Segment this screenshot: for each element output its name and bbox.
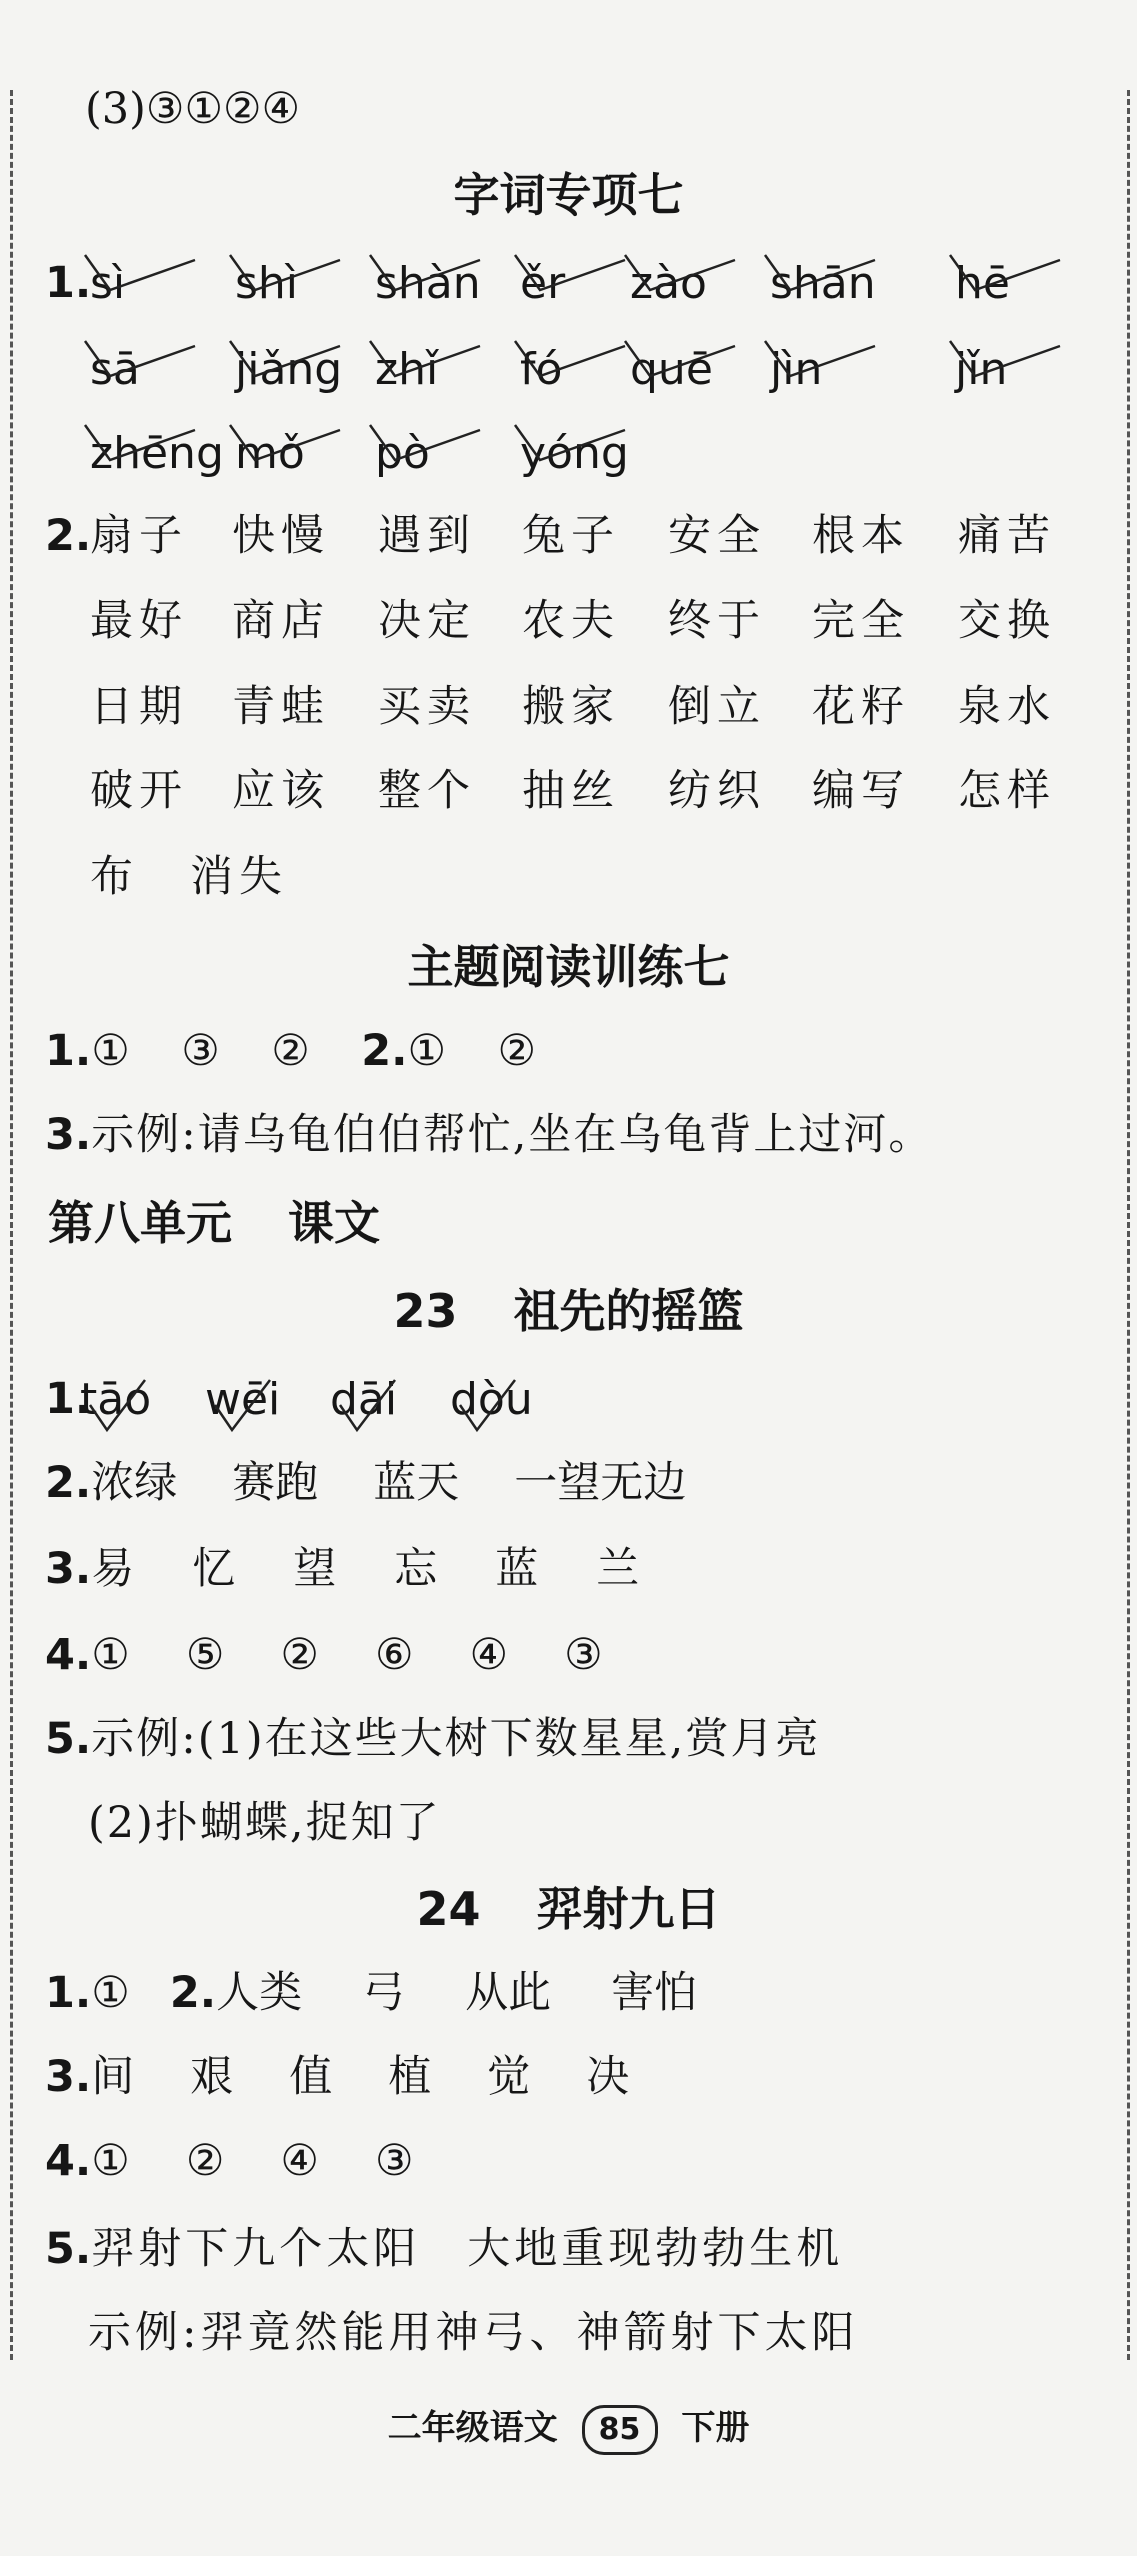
answer-word: 应该 xyxy=(232,766,330,816)
answer-char: 值 xyxy=(289,2052,333,2102)
question-number: 2. xyxy=(45,1458,92,1508)
answer-row xyxy=(45,2052,630,2102)
pinyin-answer: fó xyxy=(520,344,563,395)
question-number: 2. xyxy=(169,1968,217,2018)
question-number: 4. xyxy=(45,1630,92,1680)
check-mark-icon xyxy=(225,250,345,300)
section-title-reading-training: 主题阅读训练七 xyxy=(407,940,730,994)
answer-word: 泉水 xyxy=(958,682,1056,732)
pinyin-answer: ěr xyxy=(520,258,566,309)
answer-row xyxy=(45,2224,844,2274)
answer-word: 农夫 xyxy=(522,596,620,646)
pinyin-answer: zào xyxy=(630,258,707,309)
check-mark-icon xyxy=(760,250,880,300)
answer-word: 倒立 xyxy=(668,682,766,732)
pinyin-answer: shàn xyxy=(375,258,481,309)
answer-word: 害怕 xyxy=(611,1968,698,2018)
answer-word: 商店 xyxy=(232,596,330,646)
check-mark-icon xyxy=(510,336,630,386)
pinyin-answer: pò xyxy=(375,428,430,479)
answer-text: (2)扑蝴蝶,捉知了 xyxy=(88,1798,441,1848)
answer-row xyxy=(45,1458,687,1508)
lesson-name: 祖先的摇篮 xyxy=(513,1284,744,1338)
answer-text: 羿射下九个太阳 大地重现勃勃生机 xyxy=(91,2224,844,2274)
unit-heading xyxy=(48,1196,381,1250)
check-mark-icon xyxy=(85,1375,155,1435)
answer-choice: ① xyxy=(407,1026,447,1076)
question-number: 1. xyxy=(45,258,92,308)
answer-word: 整个 xyxy=(378,766,476,816)
question-number: 1. xyxy=(45,1026,92,1076)
answer-word: 破开 xyxy=(90,766,188,816)
pinyin-answer: mǒ xyxy=(235,428,305,479)
answer-word: 决定 xyxy=(378,596,476,646)
check-mark-icon xyxy=(80,336,200,386)
answer-text: 示例:羿竟然能用神弓、神箭射下太阳 xyxy=(88,2308,859,2358)
answer-word: 终于 xyxy=(668,596,766,646)
check-mark-icon xyxy=(225,420,345,470)
answer-char: 忆 xyxy=(192,1544,236,1594)
answer-row xyxy=(45,1026,548,1076)
question-number: 1. xyxy=(45,1968,92,2018)
check-mark-icon xyxy=(80,250,200,300)
question-number: 5. xyxy=(45,1714,92,1764)
lesson-title xyxy=(0,1284,1137,1338)
answer-choice: ③ xyxy=(374,2136,414,2186)
pinyin-answer: dòu xyxy=(450,1374,533,1425)
question-number: 2. xyxy=(45,511,92,561)
answer-text: 示例:(1)在这些大树下数星星,赏月亮 xyxy=(91,1714,821,1764)
answer-text: 示例:请乌龟伯伯帮忙,坐在乌龟背上过河。 xyxy=(91,1110,934,1160)
section-title-word-practice: 字词专项七 xyxy=(453,168,684,222)
answer-char: 决 xyxy=(586,2052,630,2102)
pinyin-answer: sā xyxy=(90,344,140,395)
answer-word: 痛苦 xyxy=(958,511,1056,561)
answer-word: 青蛙 xyxy=(232,682,330,732)
pinyin-answer: wēi xyxy=(205,1374,281,1425)
answer-word: 从此 xyxy=(465,1968,552,2018)
answer-choice: ② xyxy=(280,1630,319,1680)
answer-choice: ① xyxy=(91,1026,130,1076)
check-mark-icon xyxy=(335,1375,405,1435)
check-mark-icon xyxy=(945,336,1065,386)
answer-word: 交换 xyxy=(958,596,1056,646)
check-mark-icon xyxy=(455,1375,525,1435)
question-number: 1. xyxy=(45,1374,92,1424)
pinyin-answer: hē xyxy=(955,258,1010,309)
answer-word: 买卖 xyxy=(378,682,476,732)
question-number: 3. xyxy=(45,2052,92,2102)
footer-grade-subject: 二年级语文 xyxy=(387,2408,558,2448)
answer-word: 怎样 xyxy=(958,766,1056,816)
answer-word: 根本 xyxy=(812,511,910,561)
pinyin-answer: quē xyxy=(630,344,713,395)
answer-char: 艰 xyxy=(190,2052,234,2102)
answer-row xyxy=(45,1630,603,1680)
check-mark-icon xyxy=(365,250,485,300)
answer-choice: ① xyxy=(91,1630,130,1680)
answer-choice: ④ xyxy=(280,2136,319,2186)
answer-row xyxy=(45,1714,821,1764)
lesson-name: 羿射九日 xyxy=(536,1882,721,1936)
lesson-title xyxy=(0,1882,1137,1936)
page-number: 85 xyxy=(582,2405,658,2455)
page-footer xyxy=(0,2400,1137,2455)
check-mark-icon xyxy=(510,250,630,300)
pinyin-answer: tāo xyxy=(80,1374,152,1425)
unit-title: 第八单元 xyxy=(48,1196,232,1250)
answer-word: 兔子 xyxy=(522,511,620,561)
answer-word: 蓝天 xyxy=(373,1458,460,1508)
footer-volume: 下册 xyxy=(681,2408,750,2448)
check-mark-icon xyxy=(945,250,1065,300)
answer-word: 赛跑 xyxy=(232,1458,319,1508)
answer-char: 兰 xyxy=(596,1544,640,1594)
answer-char: 间 xyxy=(91,2052,135,2102)
question-number: 3. xyxy=(45,1544,92,1594)
answer-choice: ② xyxy=(185,2136,225,2186)
answer-choice: ② xyxy=(497,1026,537,1076)
answer-char: 觉 xyxy=(487,2052,531,2102)
lesson-number: 24 xyxy=(416,1882,481,1936)
answer-word: 人类 xyxy=(216,1968,303,2018)
answer-row xyxy=(45,2136,414,2186)
answer-row xyxy=(45,1968,698,2018)
check-mark-icon xyxy=(365,336,485,386)
check-mark-icon xyxy=(80,420,200,470)
answer-word: 花籽 xyxy=(812,682,910,732)
top-item: (3)③①②④ xyxy=(85,84,301,134)
question-number: 3. xyxy=(45,1110,92,1160)
answer-word: 一望无边 xyxy=(514,1458,687,1508)
unit-subtitle: 课文 xyxy=(288,1196,381,1250)
question-number: 4. xyxy=(45,2136,92,2186)
answer-choice: ④ xyxy=(469,1630,509,1680)
answer-choice: ② xyxy=(271,1026,310,1076)
check-mark-icon xyxy=(365,420,485,470)
check-mark-icon xyxy=(760,336,880,386)
answer-word: 完全 xyxy=(812,596,910,646)
answer-char: 易 xyxy=(91,1544,135,1594)
answer-word: 扇子 xyxy=(90,511,188,561)
answer-word: 消失 xyxy=(190,852,288,902)
answer-word: 日期 xyxy=(90,682,188,732)
answer-word: 浓绿 xyxy=(91,1458,178,1508)
answer-word: 搬家 xyxy=(522,682,620,732)
answer-choice: ① xyxy=(91,2136,130,2186)
check-mark-icon xyxy=(620,250,740,300)
answer-word: 抽丝 xyxy=(522,766,620,816)
lesson-number: 23 xyxy=(393,1284,458,1338)
answer-choice: ⑥ xyxy=(374,1630,414,1680)
right-dashed-border xyxy=(1127,90,1130,2360)
answer-word: 安全 xyxy=(668,511,766,561)
pinyin-answer: sì xyxy=(90,258,126,309)
pinyin-answer: zhēng xyxy=(90,428,224,479)
answer-word: 布 xyxy=(90,852,139,902)
answer-word: 遇到 xyxy=(378,511,476,561)
answer-char: 望 xyxy=(293,1544,337,1594)
pinyin-answer: yóng xyxy=(520,428,629,479)
check-mark-icon xyxy=(510,420,630,470)
pinyin-answer: shān xyxy=(770,258,876,309)
answer-char: 忘 xyxy=(394,1544,438,1594)
answer-word: 编写 xyxy=(812,766,910,816)
left-dashed-border xyxy=(10,90,13,2360)
question-number: 2. xyxy=(361,1026,408,1076)
answer-word: 纺织 xyxy=(668,766,766,816)
pinyin-answer: shì xyxy=(235,258,299,309)
answer-choice: ③ xyxy=(564,1630,603,1680)
answer-row xyxy=(45,1544,640,1594)
answer-row xyxy=(45,1110,934,1160)
pinyin-answer: zhǐ xyxy=(375,344,439,395)
check-mark-icon xyxy=(620,336,740,386)
answer-word: 弓 xyxy=(362,1968,406,2018)
check-mark-icon xyxy=(225,336,345,386)
answer-choice: ③ xyxy=(181,1026,220,1076)
answer-word: 最好 xyxy=(90,596,188,646)
pinyin-answer: dāi xyxy=(330,1374,398,1425)
pinyin-answer: jìn xyxy=(770,344,823,395)
pinyin-answer: jiǎng xyxy=(235,344,343,395)
check-mark-icon xyxy=(210,1375,280,1435)
answer-char: 植 xyxy=(388,2052,432,2102)
answer-char: 蓝 xyxy=(495,1544,539,1594)
answer-word: 快慢 xyxy=(232,511,330,561)
answer-choice: ⑤ xyxy=(185,1630,225,1680)
pinyin-answer: jǐn xyxy=(955,344,1008,395)
answer-choice: ① xyxy=(91,1968,130,2018)
question-number: 5. xyxy=(45,2224,92,2274)
